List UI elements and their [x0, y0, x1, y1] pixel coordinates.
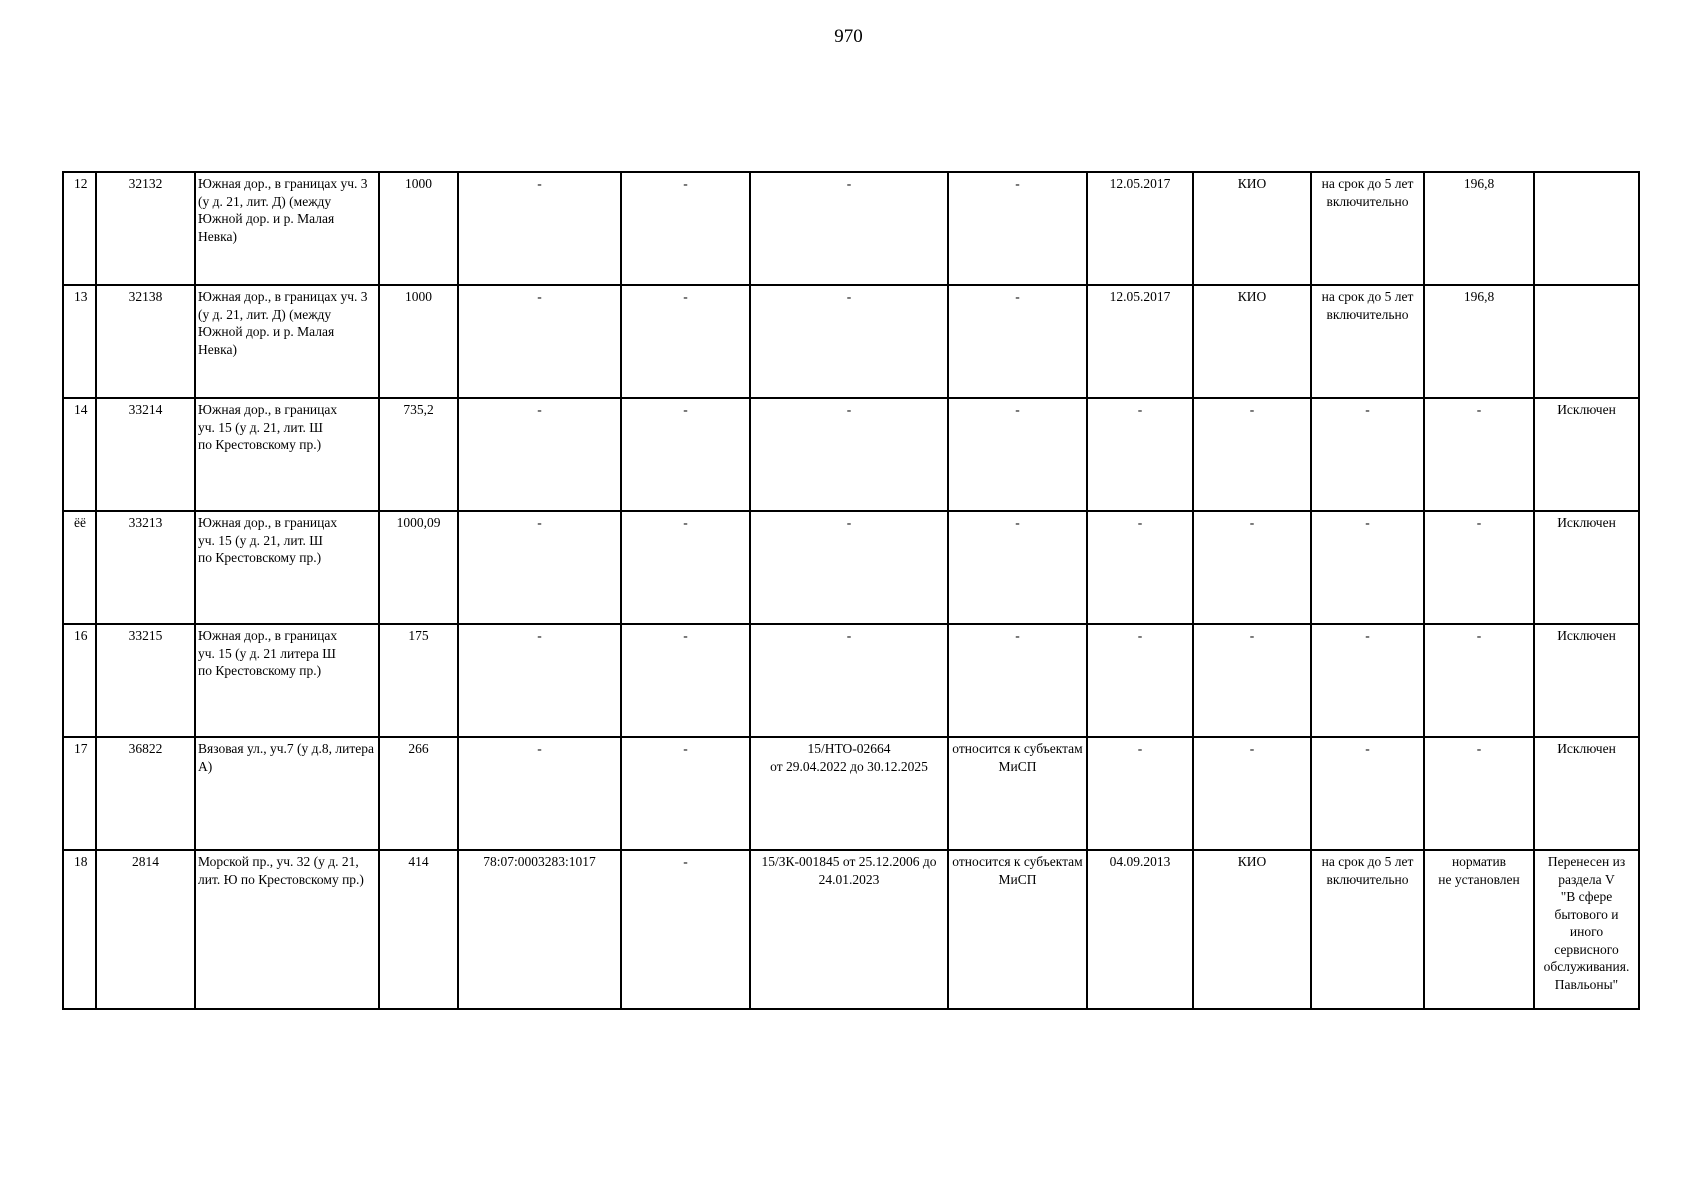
column-6-cell: -	[621, 398, 750, 511]
column-6-cell: -	[621, 511, 750, 624]
cadastral-number-cell: 78:07:0003283:1017	[458, 850, 621, 1009]
cadastral-number-cell: -	[458, 511, 621, 624]
smsp-status-cell: -	[948, 511, 1087, 624]
cadastral-number-cell: -	[458, 737, 621, 850]
lease-term-cell: на срок до 5 лет включительно	[1311, 172, 1424, 285]
object-code-cell: 36822	[96, 737, 195, 850]
lease-term-cell: -	[1311, 737, 1424, 850]
row-number-cell: 12	[63, 172, 96, 285]
contract-cell: -	[750, 172, 948, 285]
table-row	[63, 624, 1639, 737]
organization-cell: -	[1193, 737, 1311, 850]
rate-cell: -	[1424, 398, 1534, 511]
object-code-cell: 32138	[96, 285, 195, 398]
table-row	[63, 172, 1639, 285]
rate-cell: 196,8	[1424, 285, 1534, 398]
row-number-cell: 14	[63, 398, 96, 511]
area-cell: 175	[379, 624, 458, 737]
note-cell: Исключен	[1534, 511, 1639, 624]
table-row	[63, 285, 1639, 398]
page-number: 970	[834, 26, 863, 47]
organization-cell: КИО	[1193, 285, 1311, 398]
address-cell: Южная дор., в границах уч. 15 (у д. 21, лит. Ш по Крестовскому пр.)	[195, 511, 379, 624]
lease-term-cell: -	[1311, 398, 1424, 511]
rate-cell: -	[1424, 737, 1534, 850]
contract-cell: 15/НТО-02664 от 29.04.2022 до 30.12.2025	[750, 737, 948, 850]
area-cell: 1000	[379, 172, 458, 285]
cadastral-number-cell: -	[458, 398, 621, 511]
rate-cell: -	[1424, 511, 1534, 624]
rate-cell: норматив не установлен	[1424, 850, 1534, 1009]
table-row	[63, 850, 1639, 1009]
row-number-cell: 13	[63, 285, 96, 398]
object-code-cell: 33213	[96, 511, 195, 624]
address-cell: Южная дор., в границах уч. 15 (у д. 21 литера Ш по Крестовскому пр.)	[195, 624, 379, 737]
table-row	[63, 398, 1639, 511]
object-code-cell: 33215	[96, 624, 195, 737]
row-number-cell: 16	[63, 624, 96, 737]
lease-term-cell: -	[1311, 624, 1424, 737]
organization-cell: -	[1193, 511, 1311, 624]
lease-term-cell: -	[1311, 511, 1424, 624]
inclusion-date-cell: -	[1087, 737, 1193, 850]
table-row	[63, 737, 1639, 850]
column-6-cell: -	[621, 624, 750, 737]
contract-cell: -	[750, 624, 948, 737]
lease-term-cell: на срок до 5 лет включительно	[1311, 285, 1424, 398]
lease-term-cell: на срок до 5 лет включительно	[1311, 850, 1424, 1009]
note-cell: Исключен	[1534, 398, 1639, 511]
cadastral-number-cell: -	[458, 624, 621, 737]
registry-table	[62, 171, 1640, 1010]
cadastral-number-cell: -	[458, 172, 621, 285]
contract-cell: 15/ЗК-001845 от 25.12.2006 до 24.01.2023	[750, 850, 948, 1009]
smsp-status-cell: -	[948, 172, 1087, 285]
note-cell	[1534, 172, 1639, 285]
contract-cell: -	[750, 511, 948, 624]
note-cell: Исключен	[1534, 624, 1639, 737]
organization-cell: -	[1193, 398, 1311, 511]
contract-cell: -	[750, 285, 948, 398]
cadastral-number-cell: -	[458, 285, 621, 398]
smsp-status-cell: относится к субъектам МиСП	[948, 737, 1087, 850]
address-cell: Морской пр., уч. 32 (у д. 21, лит. Ю по Крестовскому пр.)	[195, 850, 379, 1009]
object-code-cell: 32132	[96, 172, 195, 285]
inclusion-date-cell: 04.09.2013	[1087, 850, 1193, 1009]
smsp-status-cell: относится к субъектам МиСП	[948, 850, 1087, 1009]
smsp-status-cell: -	[948, 398, 1087, 511]
inclusion-date-cell: -	[1087, 398, 1193, 511]
contract-cell: -	[750, 398, 948, 511]
organization-cell: -	[1193, 624, 1311, 737]
column-6-cell: -	[621, 285, 750, 398]
column-6-cell: -	[621, 850, 750, 1009]
address-cell: Южная дор., в границах уч. 15 (у д. 21, лит. Ш по Крестовскому пр.)	[195, 398, 379, 511]
area-cell: 414	[379, 850, 458, 1009]
inclusion-date-cell: 12.05.2017	[1087, 285, 1193, 398]
object-code-cell: 33214	[96, 398, 195, 511]
address-cell: Южная дор., в границах уч. 3 (у д. 21, лит. Д) (между Южной дор. и р. Малая Невка)	[195, 172, 379, 285]
row-number-cell: 17	[63, 737, 96, 850]
rate-cell: 196,8	[1424, 172, 1534, 285]
inclusion-date-cell: -	[1087, 511, 1193, 624]
smsp-status-cell: -	[948, 285, 1087, 398]
note-cell	[1534, 285, 1639, 398]
address-cell: Южная дор., в границах уч. 3 (у д. 21, лит. Д) (между Южной дор. и р. Малая Невка)	[195, 285, 379, 398]
rate-cell: -	[1424, 624, 1534, 737]
row-number-cell: ёё	[63, 511, 96, 624]
organization-cell: КИО	[1193, 172, 1311, 285]
note-cell: Исключен	[1534, 737, 1639, 850]
object-code-cell: 2814	[96, 850, 195, 1009]
inclusion-date-cell: 12.05.2017	[1087, 172, 1193, 285]
row-number-cell: 18	[63, 850, 96, 1009]
note-cell: Перенесен из раздела V "В сфере бытового и иного сервисного обслуживания. Павльоны"	[1534, 850, 1639, 1009]
smsp-status-cell: -	[948, 624, 1087, 737]
inclusion-date-cell: -	[1087, 624, 1193, 737]
address-cell: Вязовая ул., уч.7 (у д.8, литера А)	[195, 737, 379, 850]
area-cell: 735,2	[379, 398, 458, 511]
area-cell: 1000,09	[379, 511, 458, 624]
area-cell: 266	[379, 737, 458, 850]
table-row	[63, 511, 1639, 624]
area-cell: 1000	[379, 285, 458, 398]
column-6-cell: -	[621, 172, 750, 285]
organization-cell: КИО	[1193, 850, 1311, 1009]
column-6-cell: -	[621, 737, 750, 850]
